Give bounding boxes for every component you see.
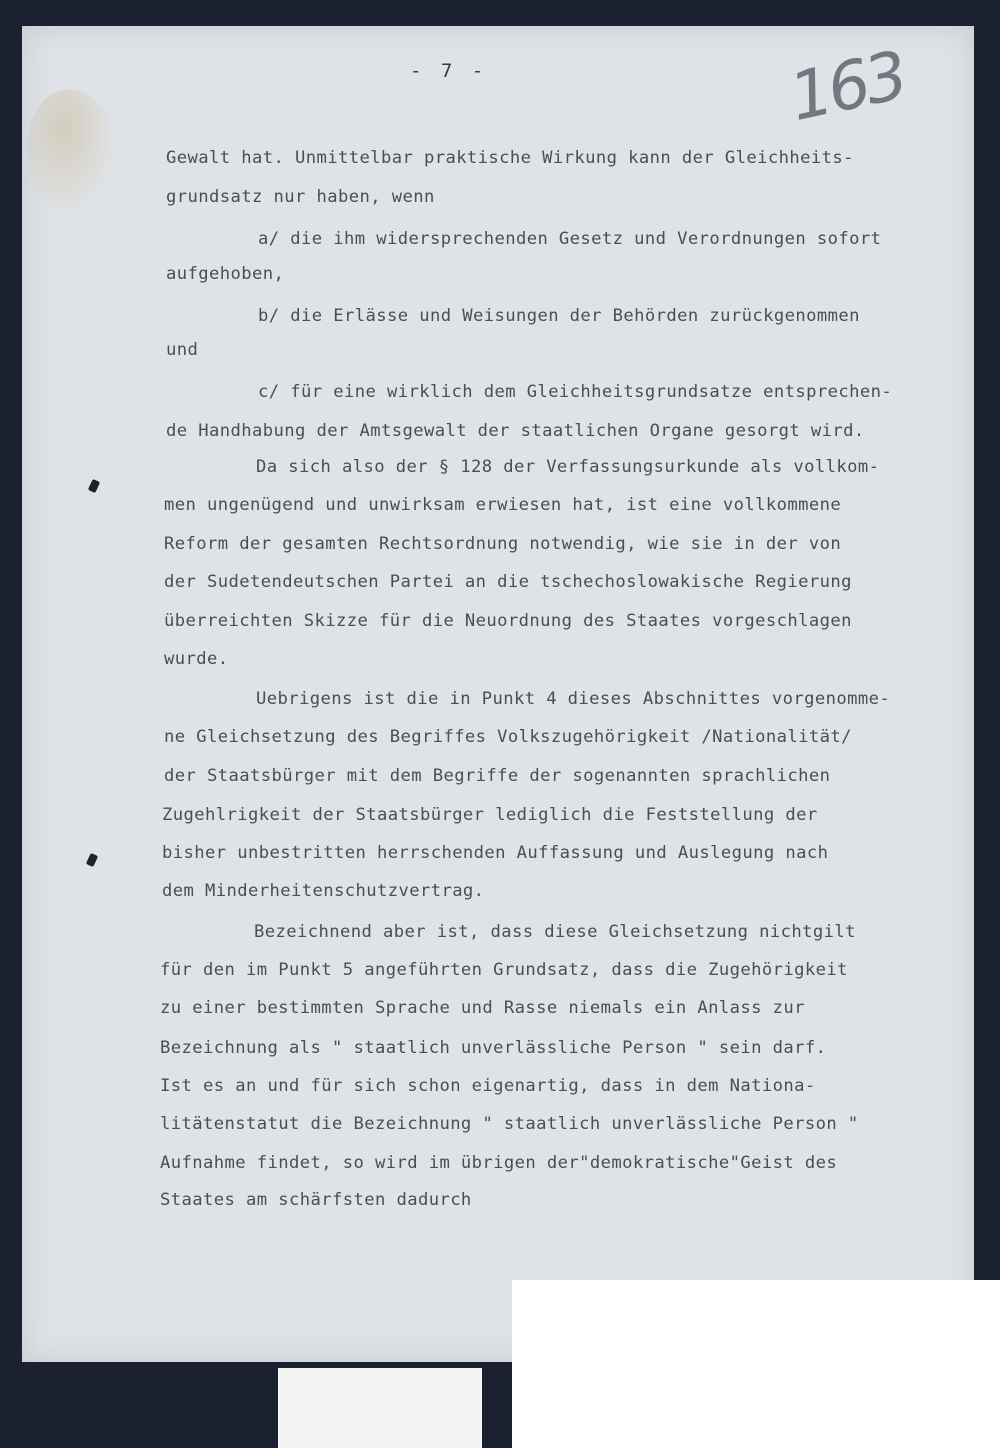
text-line: Zugehlrigkeit der Staatsbürger lediglich die Feststellung der (162, 805, 818, 825)
text-line: aufgehoben, (166, 264, 285, 284)
page-number: - 7 - (410, 60, 488, 82)
text-line: Gewalt hat. Unmittelbar praktische Wirkung kann der Gleichheits- (166, 148, 854, 168)
text-line: Bezeichnung als " staatlich unverlässliche Person " sein darf. (160, 1038, 827, 1058)
text-line: Staates am schärfsten dadurch (160, 1190, 472, 1210)
text-line: b/ die Erlässe und Weisungen der Behörden zurückgenommen (258, 306, 860, 326)
text-line: ne Gleichsetzung des Begriffes Volkszugehörigkeit /Nationalität/ (164, 727, 852, 747)
text-line: c/ für eine wirklich dem Gleichheitsgrundsatze entsprechen- (258, 382, 893, 402)
text-line: der Staatsbürger mit dem Begriffe der sogenannten sprachlichen (164, 766, 831, 786)
text-line: Uebrigens ist die in Punkt 4 dieses Abschnittes vorgenomme- (256, 689, 891, 709)
text-line: für den im Punkt 5 angeführten Grundsatz, dass die Zugehörigkeit (160, 960, 848, 980)
text-line: men ungenügend und unwirksam erwiesen hat, ist eine vollkommene (164, 495, 842, 515)
text-line: und (166, 340, 199, 360)
text-line: zu einer bestimmten Sprache und Rasse niemals ein Anlass zur (160, 998, 805, 1018)
text-line: Aufnahme findet, so wird im übrigen der"demokratische"Geist des (160, 1153, 838, 1173)
text-line: litätenstatut die Bezeichnung " staatlich unverlässliche Person " (160, 1114, 859, 1134)
text-line: de Handhabung der Amtsgewalt der staatlichen Organe gesorgt wird. (166, 421, 865, 441)
handwritten-folio-number: 163 (783, 36, 911, 137)
text-line: der Sudetendeutschen Partei an die tschechoslowakische Regierung (164, 572, 852, 592)
white-overlay-small (278, 1368, 482, 1448)
text-line: grundsatz nur haben, wenn (166, 187, 435, 207)
text-line: a/ die ihm widersprechenden Gesetz und Verordnungen sofort (258, 229, 882, 249)
text-line: dem Minderheitenschutzvertrag. (162, 881, 485, 901)
text-line: überreichten Skizze für die Neuordnung des Staates vorgeschlagen (164, 611, 852, 631)
text-line: Da sich also der § 128 der Verfassungsurkunde als vollkom- (256, 457, 880, 477)
text-line: bisher unbestritten herrschenden Auffassung und Auslegung nach (162, 843, 829, 863)
white-overlay-block (512, 1280, 1000, 1448)
text-line: Bezeichnend aber ist, dass diese Gleichsetzung nichtgilt (254, 922, 856, 942)
paper-stain (28, 90, 118, 220)
text-line: Reform der gesamten Rechtsordnung notwendig, wie sie in der von (164, 534, 842, 554)
text-line: wurde. (164, 649, 229, 669)
text-line: Ist es an und für sich schon eigenartig, dass in dem Nationa- (160, 1076, 816, 1096)
